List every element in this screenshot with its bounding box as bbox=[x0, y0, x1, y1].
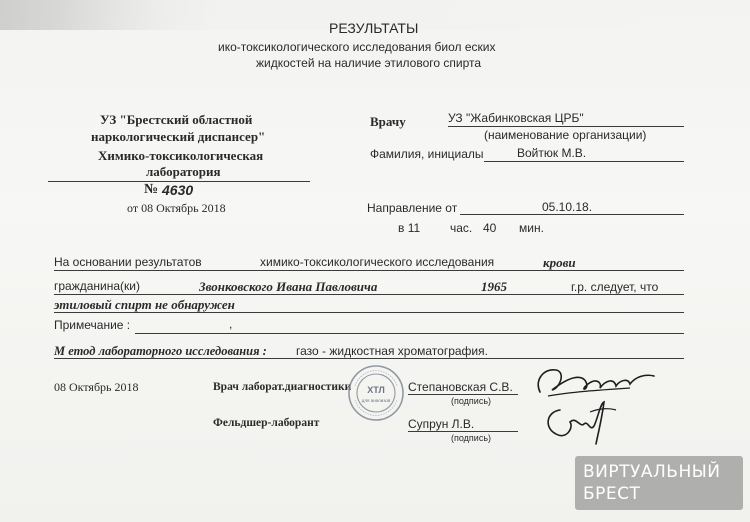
birth-year-suffix: г.р. следует, что bbox=[571, 280, 659, 294]
note-underline bbox=[135, 333, 684, 334]
method-underline bbox=[54, 358, 684, 359]
watermark-badge bbox=[575, 456, 743, 510]
referral-hours: в 11 bbox=[398, 221, 421, 235]
doctor-label: Врач лаборат.диагностики bbox=[213, 381, 352, 393]
assistant-name-underline bbox=[408, 431, 518, 432]
basis-label: На основании результатов bbox=[54, 255, 202, 269]
doctor-name-underline bbox=[408, 394, 518, 395]
referral-date-underline bbox=[460, 214, 684, 215]
lab-name-line2: наркологический диспансер" bbox=[91, 129, 266, 144]
note-label: Примечание : bbox=[54, 318, 131, 332]
watermark-line2: БРЕСТ bbox=[583, 484, 641, 504]
organization-caption: (наименование организации) bbox=[484, 128, 647, 142]
watermark-line1: ВИРТУАЛЬНЫЙ bbox=[583, 462, 721, 482]
conclusion-underline bbox=[54, 312, 684, 313]
referral-label: Направление от bbox=[367, 201, 458, 215]
basis-underline bbox=[54, 270, 684, 271]
stamp-sub-text: для анализов bbox=[361, 398, 391, 403]
sample-type: крови bbox=[543, 255, 576, 270]
organization-value: УЗ "Жабинковская ЦРБ" bbox=[448, 111, 584, 125]
conclusion: этиловый спирт не обнаружен bbox=[54, 297, 235, 312]
result-number: 4630 bbox=[162, 182, 194, 198]
birth-year: 1965 bbox=[481, 279, 507, 294]
referral-date: 05.10.18. bbox=[542, 200, 593, 214]
result-number-label: № bbox=[144, 182, 159, 197]
form-title: РЕЗУЛЬТАТЫ bbox=[329, 20, 419, 36]
citizen-label: гражданина(ки) bbox=[54, 279, 141, 293]
form-subtitle-line2: жидкостей на наличие этилового спирта bbox=[256, 56, 482, 70]
lab-name-line3: Химико-токсикологическая bbox=[98, 148, 264, 163]
assistant-signature-caption: (подпись) bbox=[451, 433, 492, 443]
citizen-underline bbox=[54, 294, 684, 295]
assistant-signature bbox=[540, 398, 620, 448]
referral-minutes-label: мин. bbox=[519, 221, 544, 235]
physician-name-value: Войтюк М.В. bbox=[517, 146, 587, 160]
method-label: М етод лабораторного исследования : bbox=[54, 344, 267, 358]
physician-name-underline bbox=[484, 161, 684, 162]
stamp-center-text: ХТЛ bbox=[367, 385, 385, 395]
sign-date: 08 Октябрь 2018 bbox=[54, 380, 139, 394]
form-subtitle-line1: ико-токсикологического исследования биол еских bbox=[218, 40, 496, 54]
note-mark: , bbox=[229, 317, 233, 331]
citizen-name: Звонковского Ивана Павловича bbox=[199, 279, 378, 294]
assistant-name: Супрун Л.В. bbox=[408, 417, 475, 431]
referral-hours-label: час. bbox=[450, 221, 473, 235]
physician-label: Врачу bbox=[370, 114, 406, 129]
assistant-label: Фельдшер-лаборант bbox=[213, 417, 320, 429]
doctor-signature-caption: (подпись) bbox=[451, 396, 492, 406]
doctor-name: Степановская С.В. bbox=[408, 380, 513, 394]
organization-underline bbox=[448, 126, 684, 127]
referral-minutes: 40 bbox=[483, 221, 497, 235]
method-value: газо - жидкостная хроматография. bbox=[296, 344, 488, 358]
lab-stamp bbox=[347, 364, 405, 422]
result-date: от 08 Октябрь 2018 bbox=[127, 201, 226, 215]
lab-name-line1: УЗ "Брестский областной bbox=[100, 112, 253, 127]
physician-name-label: Фамилия, инициалы bbox=[370, 147, 484, 161]
lab-name-line4: лаборатория bbox=[146, 164, 221, 179]
basis-text: химико-токсикологического исследования bbox=[260, 255, 495, 269]
